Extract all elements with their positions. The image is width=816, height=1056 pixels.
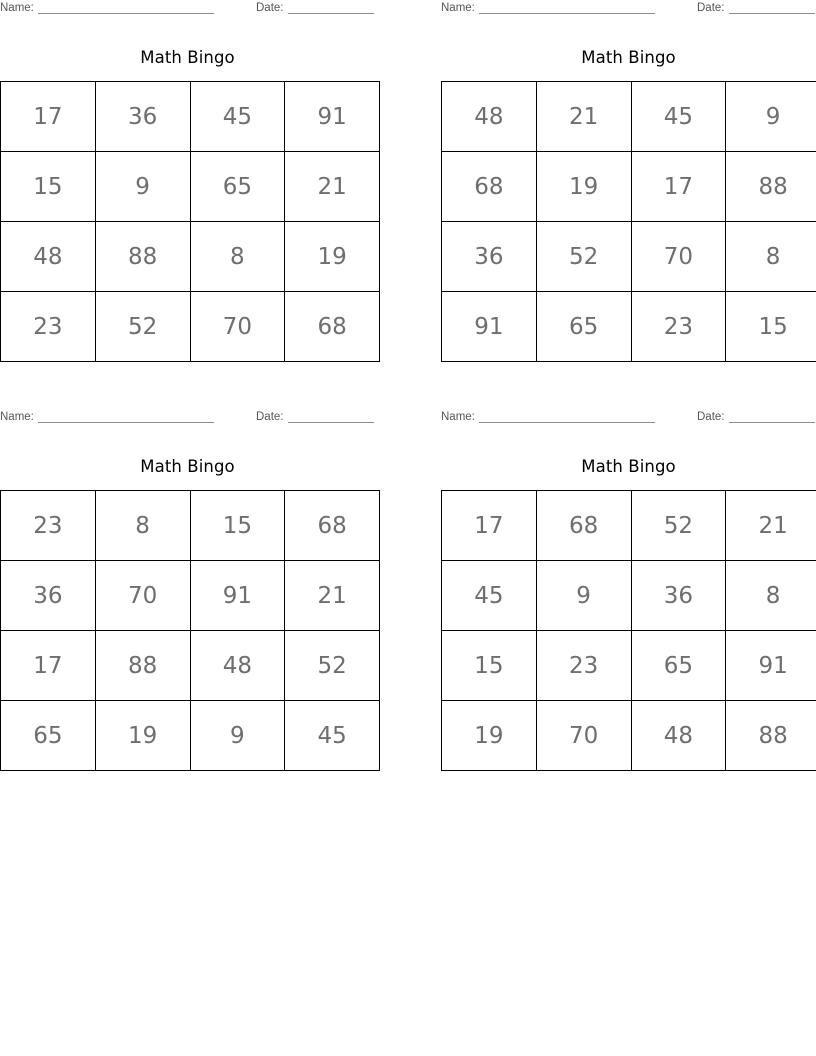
bingo-cell[interactable]: 70 [631,222,726,292]
bingo-row [1,82,380,152]
bingo-cell[interactable]: 88 [95,222,190,292]
bingo-cell[interactable]: 91 [285,82,380,152]
bingo-row [1,222,380,292]
bingo-grid [441,81,816,362]
name-field[interactable] [441,0,655,16]
bingo-cell[interactable]: 36 [1,561,96,631]
bingo-cell[interactable]: 23 [536,631,631,701]
bingo-cell[interactable]: 65 [536,292,631,362]
bingo-row [442,292,816,362]
bingo-row [442,82,816,152]
bingo-cell[interactable]: 9 [95,152,190,222]
bingo-cell[interactable]: 9 [536,561,631,631]
bingo-cell[interactable]: 21 [285,561,380,631]
name-write-line[interactable] [38,2,214,14]
bingo-cell[interactable]: 8 [95,491,190,561]
date-label: Date: [256,411,284,423]
bingo-cell[interactable]: 52 [285,631,380,701]
date-write-line[interactable] [288,411,374,423]
bingo-cell[interactable]: 48 [442,82,537,152]
date-label: Date: [256,2,284,14]
bingo-cell[interactable]: 68 [536,491,631,561]
bingo-cell[interactable]: 48 [190,631,285,701]
bingo-cell[interactable]: 23 [631,292,726,362]
bingo-row [442,152,816,222]
bingo-grid [0,490,380,771]
bingo-cell[interactable]: 17 [631,152,726,222]
bingo-cell[interactable]: 45 [631,82,726,152]
bingo-cell[interactable]: 19 [536,152,631,222]
bingo-cell[interactable]: 91 [726,631,816,701]
bingo-cell[interactable]: 52 [95,292,190,362]
bingo-cell[interactable]: 15 [442,631,537,701]
bingo-cell[interactable]: 68 [285,292,380,362]
bingo-cell[interactable]: 88 [95,631,190,701]
bingo-card-3 [0,409,375,771]
bingo-cell[interactable]: 36 [95,82,190,152]
date-field[interactable] [697,409,815,425]
date-field[interactable] [256,0,374,16]
bingo-cell[interactable]: 9 [726,82,816,152]
bingo-cell[interactable]: 19 [442,701,537,771]
bingo-cell[interactable]: 68 [442,152,537,222]
bingo-cell[interactable]: 9 [190,701,285,771]
bingo-cell[interactable]: 70 [95,561,190,631]
bingo-cell[interactable]: 17 [442,491,537,561]
bingo-card-4 [441,409,816,771]
date-write-line[interactable] [729,411,815,423]
bingo-cell[interactable]: 21 [536,82,631,152]
bingo-cell[interactable]: 19 [95,701,190,771]
bingo-cell[interactable]: 21 [726,491,816,561]
bingo-row [1,701,380,771]
bingo-row [442,222,816,292]
bingo-cell[interactable]: 70 [190,292,285,362]
name-write-line[interactable] [479,2,655,14]
bingo-cell[interactable]: 23 [1,491,96,561]
bingo-cell[interactable]: 52 [536,222,631,292]
date-write-line[interactable] [288,2,374,14]
name-write-line[interactable] [38,411,214,423]
bingo-cell[interactable]: 65 [1,701,96,771]
bingo-cell[interactable]: 88 [726,152,816,222]
bingo-cell[interactable]: 45 [442,561,537,631]
name-field[interactable] [441,409,655,425]
bingo-cell[interactable]: 68 [285,491,380,561]
bingo-row [1,631,380,701]
card-title: Math Bingo [581,48,676,67]
date-label: Date: [697,2,725,14]
bingo-cell[interactable]: 48 [631,701,726,771]
bingo-cell[interactable]: 88 [726,701,816,771]
card-title: Math Bingo [140,48,235,67]
bingo-cell[interactable]: 17 [1,82,96,152]
bingo-row [1,292,380,362]
bingo-cell[interactable]: 52 [631,491,726,561]
name-label: Name: [441,2,475,14]
card-header [0,409,375,431]
name-label: Name: [441,411,475,423]
bingo-row [442,631,816,701]
card-header [0,0,375,22]
bingo-grid [0,81,380,362]
bingo-row [1,152,380,222]
bingo-cell[interactable]: 23 [1,292,96,362]
name-write-line[interactable] [479,411,655,423]
bingo-cell[interactable]: 8 [190,222,285,292]
bingo-cell[interactable]: 21 [285,152,380,222]
bingo-row [442,561,816,631]
bingo-cell[interactable]: 8 [726,561,816,631]
bingo-row [442,701,816,771]
bingo-row [442,491,816,561]
bingo-cell[interactable]: 8 [726,222,816,292]
date-write-line[interactable] [729,2,815,14]
bingo-row [1,491,380,561]
bingo-grid [441,490,816,771]
name-label: Name: [0,2,34,14]
bingo-cell[interactable]: 15 [1,152,96,222]
card-title: Math Bingo [581,457,676,476]
bingo-cell[interactable]: 45 [285,701,380,771]
date-field[interactable] [256,409,374,425]
bingo-cell[interactable]: 15 [190,491,285,561]
bingo-cell[interactable]: 36 [442,222,537,292]
bingo-cell[interactable]: 91 [190,561,285,631]
bingo-cell[interactable]: 45 [190,82,285,152]
name-field[interactable] [0,409,214,425]
name-label: Name: [0,411,34,423]
bingo-cell[interactable]: 15 [726,292,816,362]
bingo-card-2 [441,0,816,362]
bingo-cell[interactable]: 70 [536,701,631,771]
bingo-cell[interactable]: 17 [1,631,96,701]
name-field[interactable] [0,0,214,16]
bingo-card-1 [0,0,375,362]
card-header [441,0,816,22]
bingo-cell[interactable]: 36 [631,561,726,631]
bingo-cell[interactable]: 48 [1,222,96,292]
bingo-cell[interactable]: 65 [631,631,726,701]
bingo-cell[interactable]: 91 [442,292,537,362]
date-label: Date: [697,411,725,423]
bingo-cell[interactable]: 65 [190,152,285,222]
bingo-cell[interactable]: 19 [285,222,380,292]
date-field[interactable] [697,0,815,16]
bingo-row [1,561,380,631]
card-header [441,409,816,431]
card-title: Math Bingo [140,457,235,476]
